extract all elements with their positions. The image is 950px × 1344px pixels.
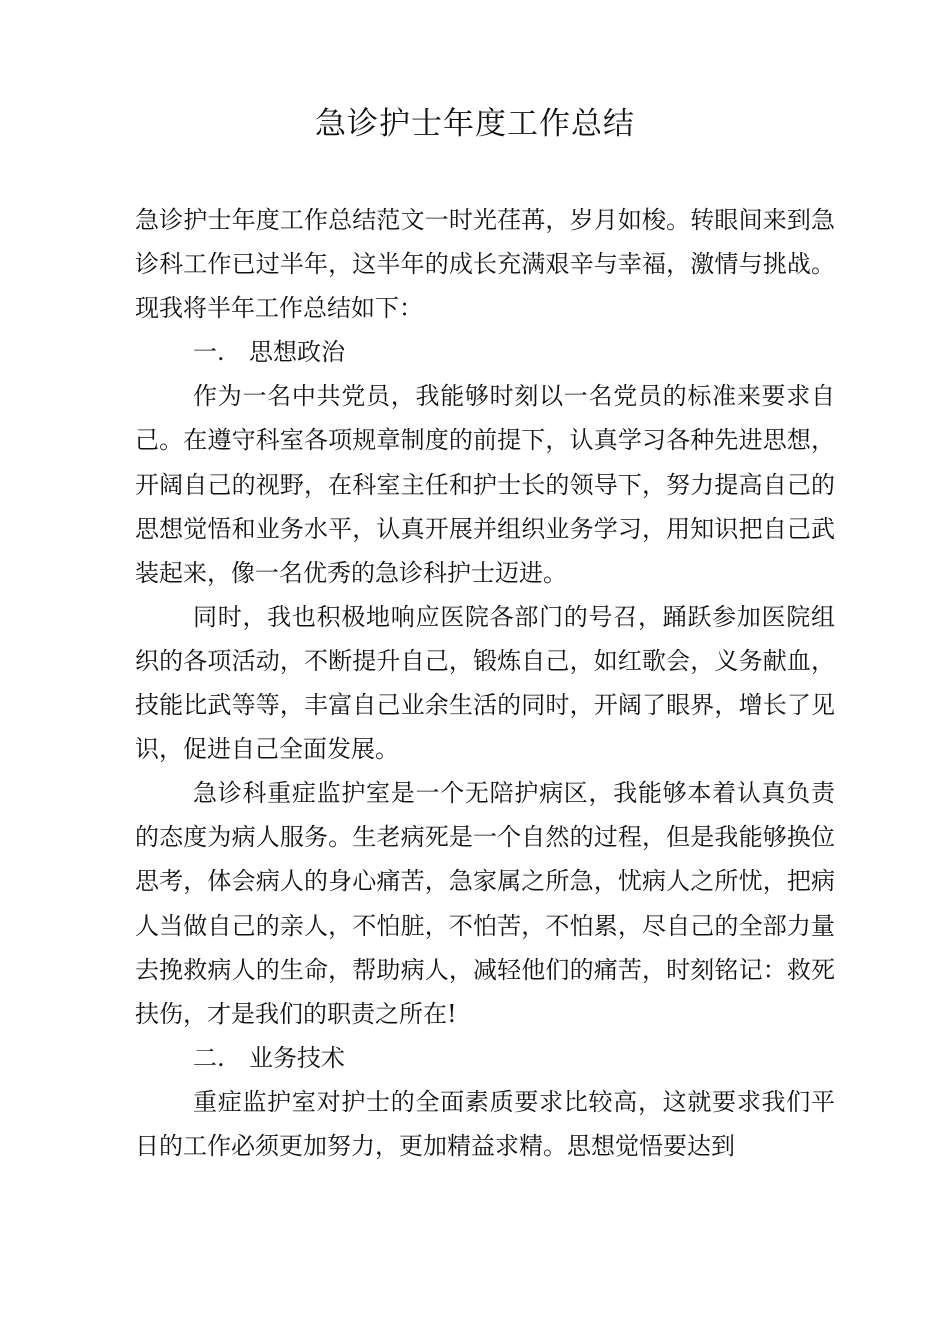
section-1-paragraph: 同时，我也积极地响应医院各部门的号召，踊跃参加医院组织的各项活动，不断提升自己，锻炼自己，如红歌会，义务献血，技能比武等等，丰富自己业余生活的同时，开阔了眼界，增长了见识，促进自己全面发展。: [135, 602, 835, 764]
document-title: 急诊护士年度工作总结: [315, 106, 635, 142]
section-2-title: 业务技术: [249, 1043, 345, 1072]
section-2-number: 二.: [193, 1043, 225, 1072]
section-2-heading: [135, 1036, 835, 1080]
section-1-title: 思想政治: [249, 338, 345, 367]
intro-paragraph: 急诊护士年度工作总结范文一时光荏苒，岁月如梭。转眼间来到急诊科工作已过半年，这半年的成长充满艰辛与幸福，激情与挑战。现我将半年工作总结如下：: [135, 206, 835, 323]
section-2-paragraph: 重症监护室对护士的全面素质要求比较高，这就要求我们平日的工作必须更加努力，更加精益求精。思想觉悟要达到: [135, 1087, 835, 1160]
section-1-heading: [135, 330, 835, 374]
section-1-paragraph: 作为一名中共党员，我能够时刻以一名党员的标准来要求自己。在遵守科室各项规章制度的前提下，认真学习各种先进思想，开阔自己的视野，在科室主任和护士长的领导下，努力提高自己的思想觉悟和业务水平，认真开展并组织业务学习，用知识把自己武装起来，像一名优秀的急诊科护士迈进。: [135, 382, 835, 587]
document-body: [135, 198, 835, 1168]
section-1-number: 一.: [193, 338, 225, 367]
section-1-paragraph: 急诊科重症监护室是一个无陪护病区，我能够本着认真负责的态度为病人服务。生老病死是一个自然的过程，但是我能够换位思考，体会病人的身心痛苦，急家属之所急，忧病人之所忧，把病人当做自己的亲人，不怕脏，不怕苦，不怕累，尽自己的全部力量去挽救病人的生命，帮助病人，减轻他们的痛苦，时刻铭记：救死扶伤，才是我们的职责之所在!: [135, 779, 835, 1028]
